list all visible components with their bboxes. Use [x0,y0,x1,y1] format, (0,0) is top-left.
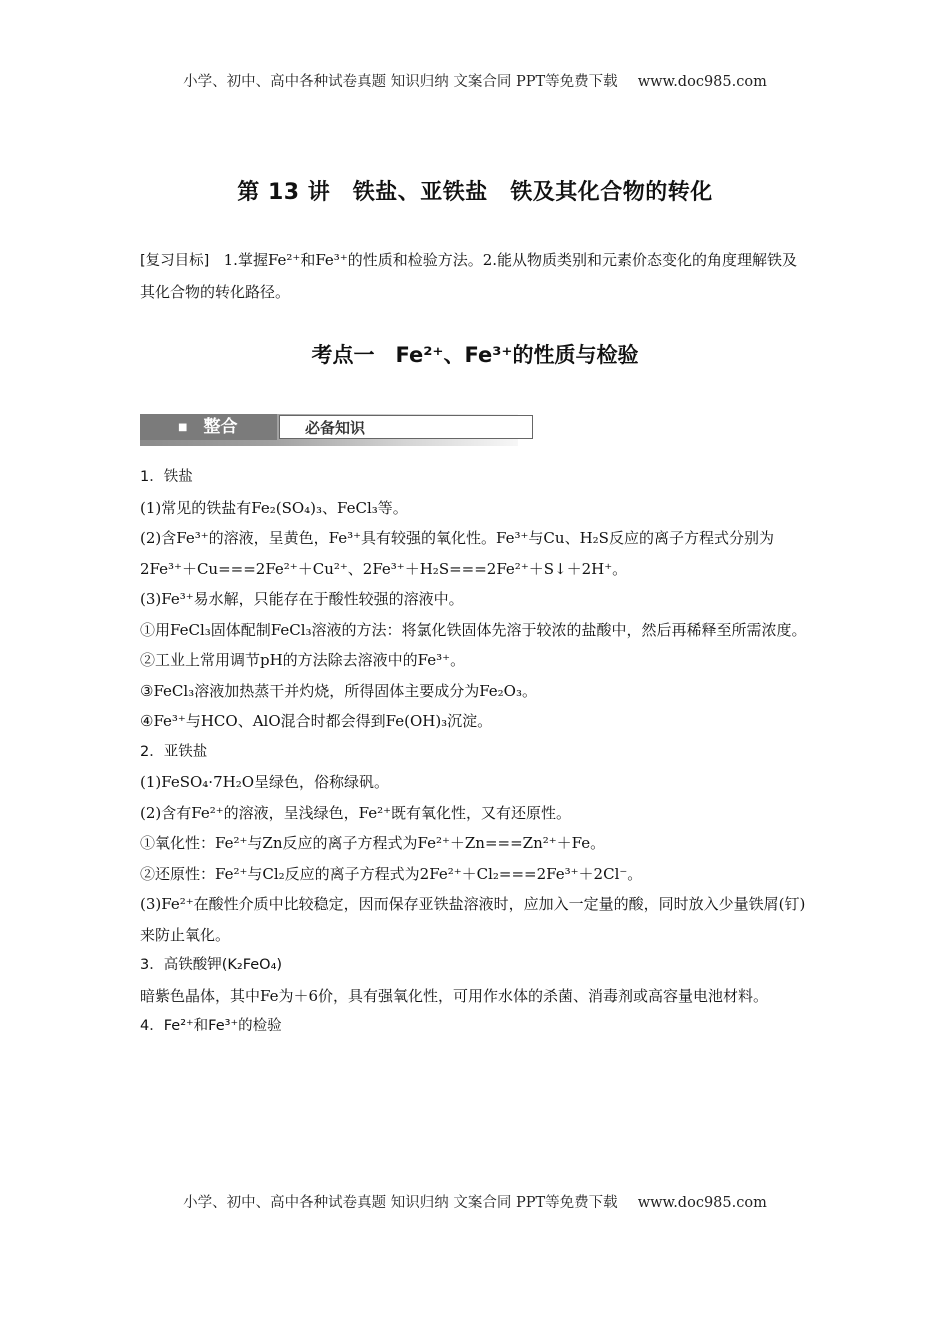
page-header [0,70,950,91]
para-fecl3-heating: ③FeCl₃溶液加热蒸干并灼烧，所得固体主要成分为Fe₂O₃。 [140,681,537,700]
banner-dark-tab [140,414,277,440]
goal-label: [复习目标] [140,253,210,269]
content-body [140,462,812,1042]
footer-text: 小学、初中、高中各种试卷真题 知识归纳 文案合同 PPT等免费下载 [183,1195,618,1211]
banner-dark-label: 整合 [203,417,238,437]
footer-url: www.doc985.com [637,1195,767,1211]
para-fe2-oxidizing: ①氧化性：Fe²⁺与Zn反应的离子方程式为Fe²⁺＋Zn===Zn²⁺＋Fe。 [140,834,606,852]
heading-potassium-ferrate: 3．高铁酸钾(K₂FeO₄) [140,957,283,973]
heading-iron-salt: 1．铁盐 [140,469,193,485]
banner-box: 必备知识 [279,415,533,439]
para-fe3-hydrolysis: (3)Fe³⁺易水解，只能存在于酸性较强的溶液中。 [140,590,464,608]
para-green-vitriol: (1)FeSO₄·7H₂O呈绿色，俗称绿矾。 [140,773,390,791]
para-fe2-reducing: ②还原性：Fe²⁺与Cl₂反应的离子方程式为2Fe²⁺＋Cl₂===2Fe³⁺＋2Cl⁻。 [140,864,643,883]
header-text: 小学、初中、高中各种试卷真题 知识归纳 文案合同 PPT等免费下载 [183,74,618,90]
section-title: 考点一 Fe²⁺、Fe³⁺的性质与检验 [311,343,639,367]
header-url: www.doc985.com [637,74,767,90]
goal-text: 1.掌握Fe²⁺和Fe³⁺的性质和检验方法。2.能从物质类别和元素价态变化的角度理解铁及其化合物的转化路径。 [140,251,798,301]
lecture-title: 第 13 讲 铁盐、亚铁盐 铁及其化合物的转化 [237,180,713,205]
heading-ion-detection: 4．Fe²⁺和Fe³⁺的检验 [140,1018,282,1034]
square-icon: ■ [178,422,188,433]
para-double-hydrolysis: ④Fe³⁺与HCO、AlO混合时都会得到Fe(OH)₃沉淀。 [140,712,493,730]
para-fe3-oxidation: (2)含Fe³⁺的溶液，呈黄色，Fe³⁺具有较强的氧化性。Fe³⁺与Cu、H₂S反应的离子方程式分别为2Fe³⁺＋Cu===2Fe²⁺＋Cu²⁺、2Fe³⁺＋H₂S===2Fe²⁺＋S↓＋2H⁺。 [140,529,774,578]
section-banner [140,414,518,446]
para-fe2-storage: (3)Fe²⁺在酸性介质中比较稳定，因而保存亚铁盐溶液时，应加入一定量的酸，同时放入少量铁屑(钉)来防止氧化。 [140,895,806,944]
review-goals [140,245,812,308]
heading-ferrous-salt: 2．亚铁盐 [140,743,208,760]
para-fe2-solution: (2)含有Fe²⁺的溶液，呈浅绿色，Fe²⁺既有氧化性，又有还原性。 [140,803,572,822]
page-footer [0,1191,950,1212]
para-ph-adjust: ②工业上常用调节pH的方法除去溶液中的Fe³⁺。 [140,651,466,669]
para-ferrate-properties: 暗紫色晶体，其中Fe为＋6价，具有强氧化性，可用作水体的杀菌、消毒剂或高容量电池材料。 [140,986,769,1005]
para-fecl3-solution: ①用FeCl₃固体配制FeCl₃溶液的方法：将氯化铁固体先溶于较浓的盐酸中，然后再稀释至所需浓度。 [140,620,807,639]
para-common-iron-salts: (1)常见的铁盐有Fe₂(SO₄)₃、FeCl₃等。 [140,498,408,517]
